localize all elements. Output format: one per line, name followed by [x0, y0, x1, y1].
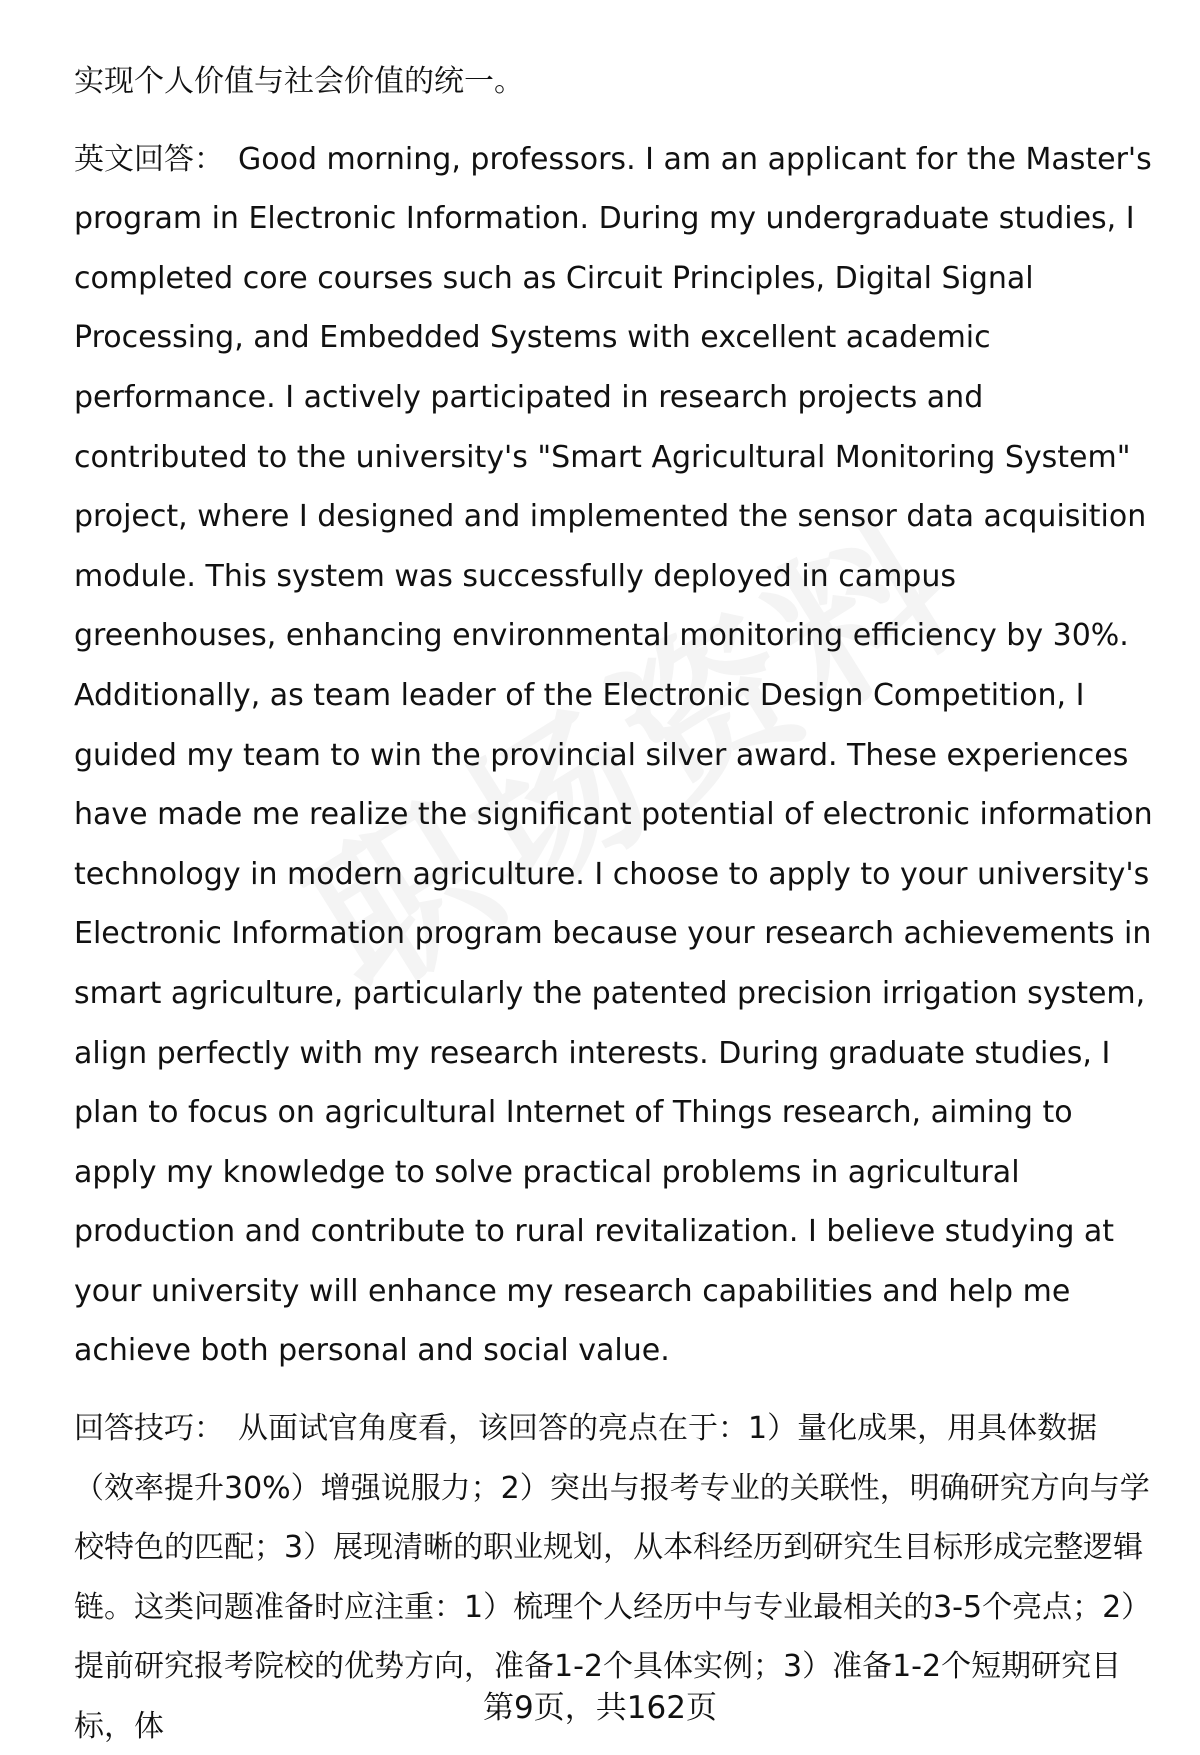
continued-paragraph: 实现个人价值与社会价值的统一。 — [74, 64, 524, 99]
tips-label: 回答技巧： — [74, 1411, 224, 1447]
tips-text: 从面试官角度看，该回答的亮点在于：1）量化成果，用具体数据（效率提升30%）增强说服力；2）突出与报考专业的关联性，明确研究方向与学校特色的匹配；3）展现清晰的职业规划，从本科经历到研究生目标形成完整逻辑链。这类问题准备时应注重：1）梳理个人经历中与专业最相关的3-5个亮点；2）提前研究报考院校的优势方向，准备1-2个具体实例；3）准备1-2个短期研究目标，体 — [74, 1411, 1152, 1745]
english-answer-text: Good morning, professors. I am an applicant for the Master's program in Electronic Information. During my undergraduate studies, I completed core courses such as Circuit Principles, Digital Signal Processing, and Embedded Systems with excellent academic performance. I actively participated in research projects and contributed to the university's "Smart Agricultural Monitoring System" project, where I designed and implemented the sensor data acquisition module. This system was successfully deployed in campus greenhouses, enhancing environmental monitoring efficiency by 30%. Additionally, as team leader of the Electronic Design Competition, I guided my team to win the provincial silver award. These experiences have made me realize the significant potential of electronic information technology in modern agriculture. I choose to apply to your university's Electronic Information program because your research achievements in smart agriculture, particularly the patented precision irrigation system, align perfectly with my research interests. During graduate studies, I plan to focus on agricultural Internet of Things research, aiming to apply my knowledge to solve practical problems in agricultural production and contribute to rural revitalization. I believe studying at your university will enhance my research capabilities and help me achieve both personal and social value. — [74, 141, 1153, 1369]
english-answer-paragraph — [74, 130, 1154, 1381]
page-content — [74, 52, 1154, 1755]
page-number-footer: 第9页，共162页 — [483, 1690, 717, 1726]
english-answer-label: 英文回答： — [74, 141, 224, 177]
